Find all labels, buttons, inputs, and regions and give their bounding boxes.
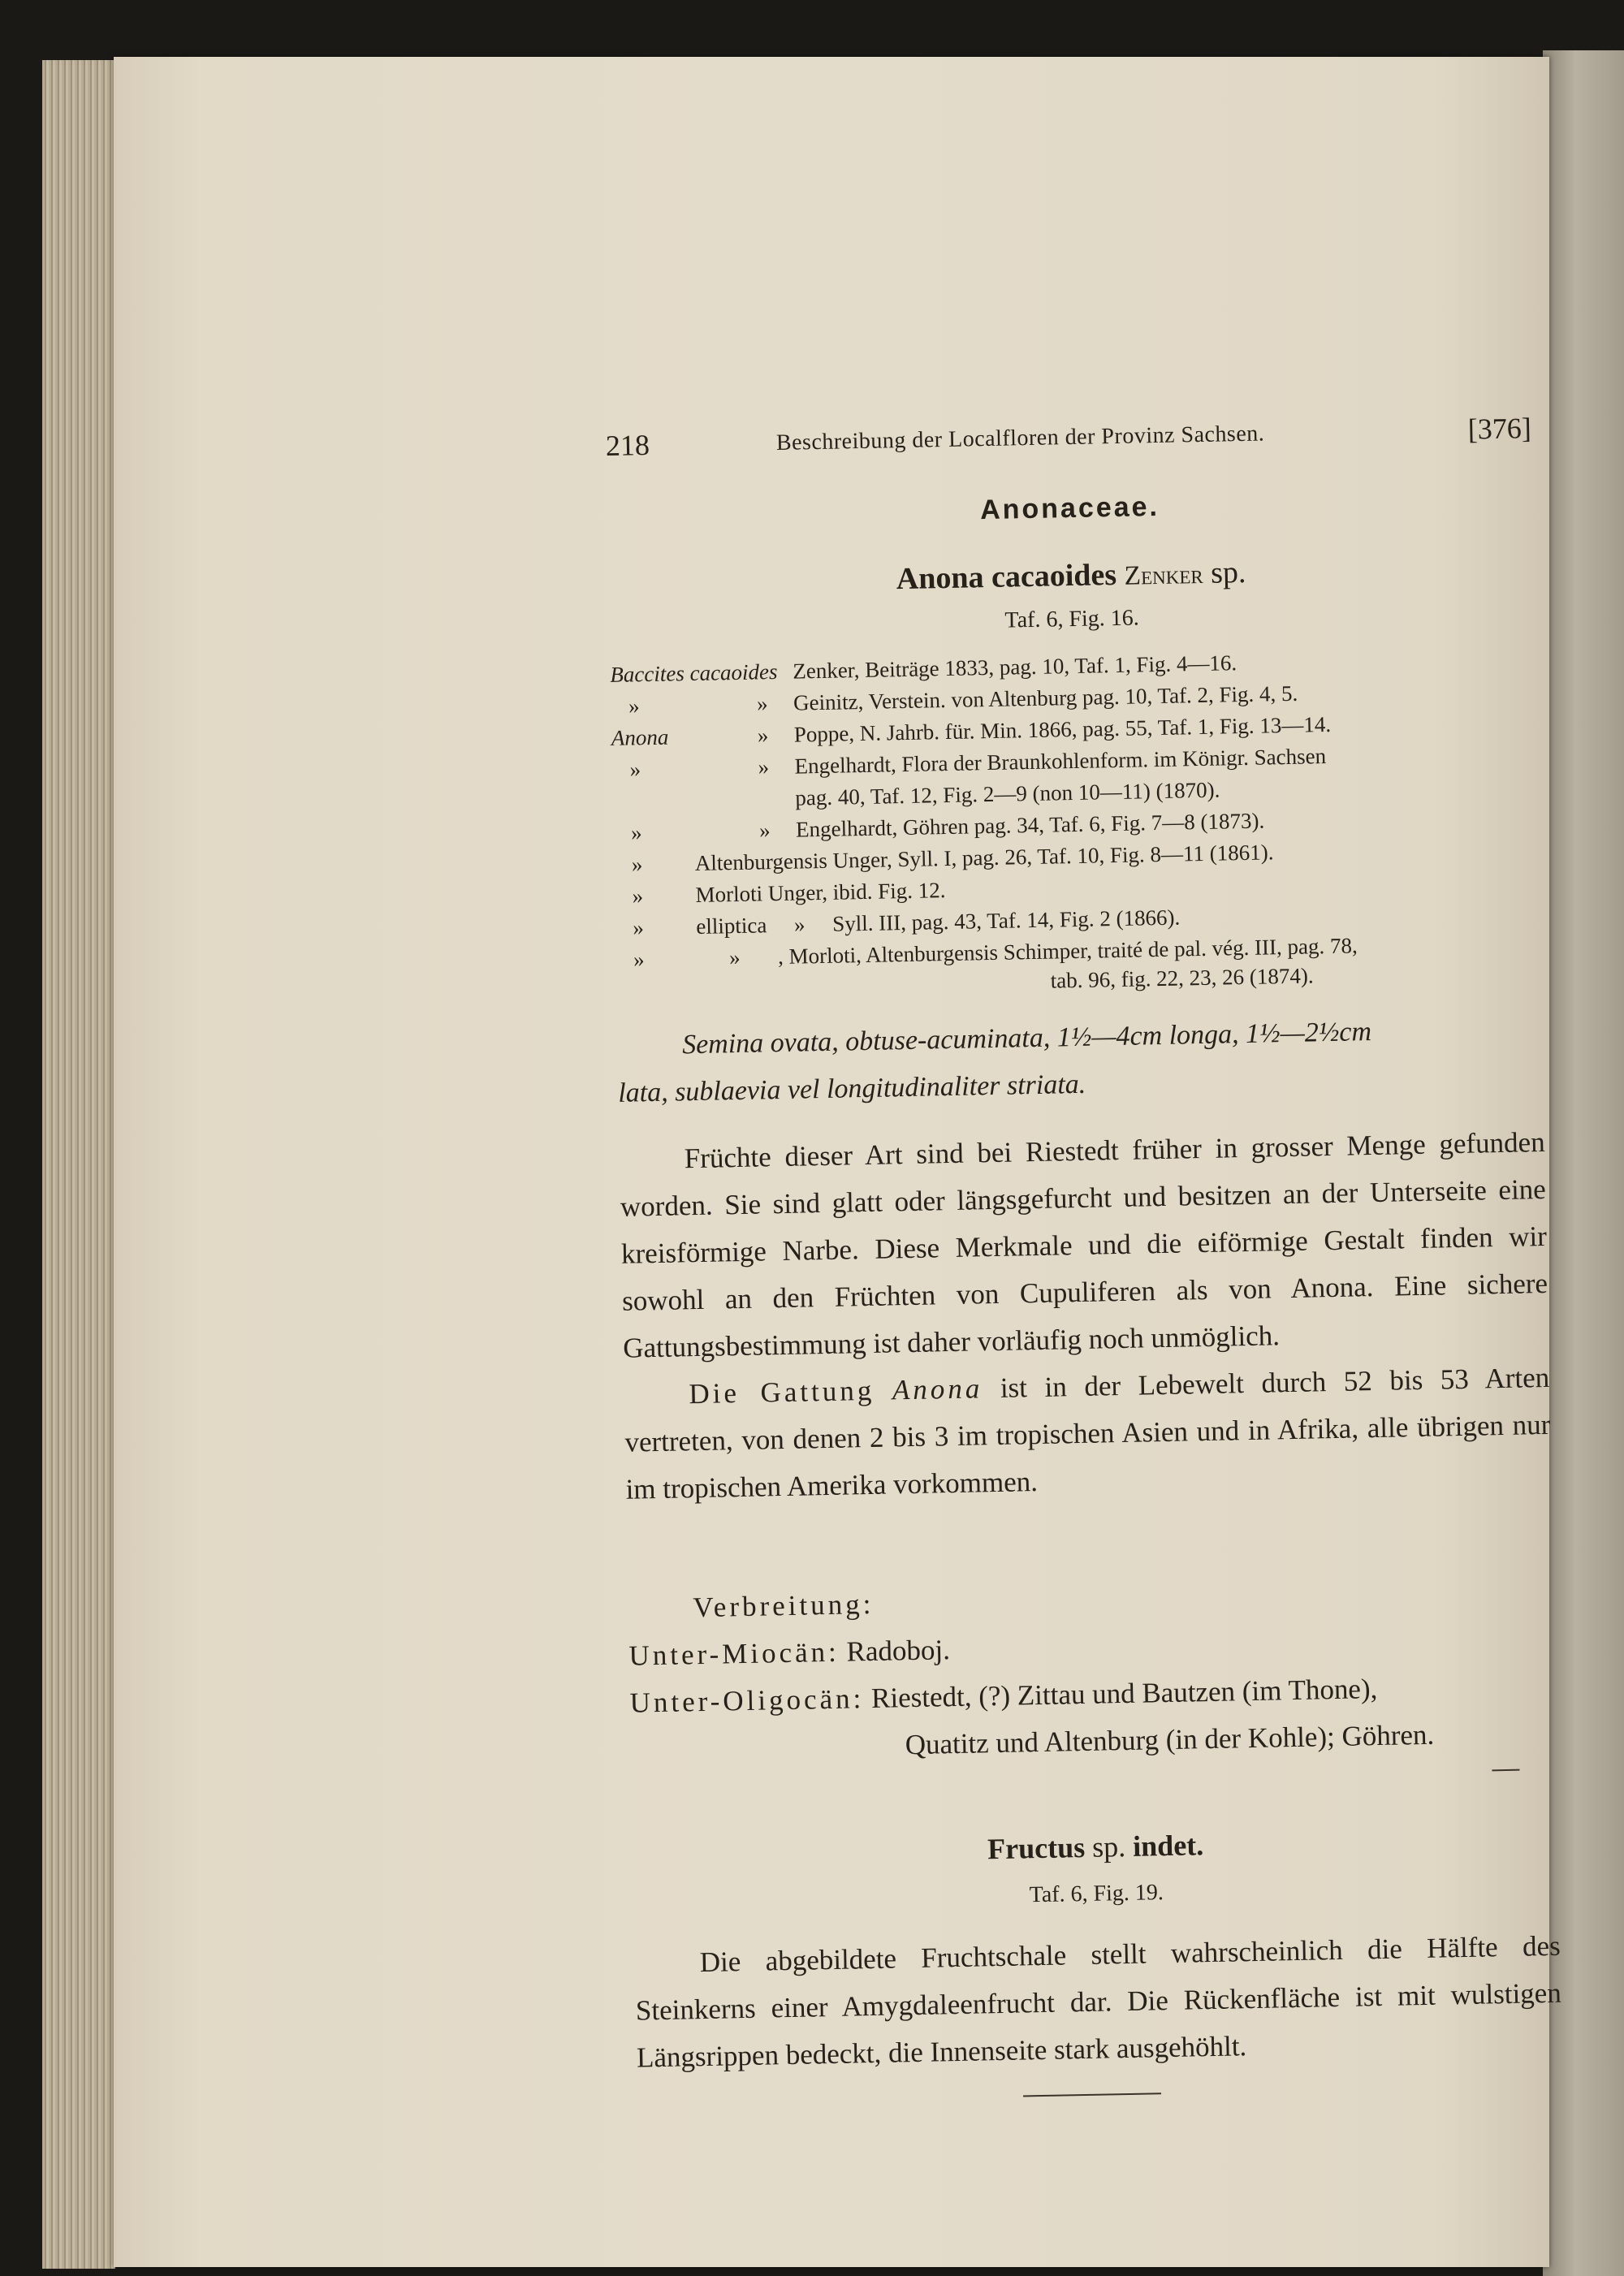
paragraph-1: Früchte dieser Art sind bei Riestedt früher in grosser Menge gefunden worden. Sie sind glatt oder längsgefurcht und besitzen an der Unterseite eine kreisförmige Narbe. Diese Merkmale und die eiförmige Gestalt finden wir sowohl an den Früchten von Cupuliferen als von Anona. Eine sichere Gattungsbestimmung ist daher vorläufig noch unmöglich. bbox=[620, 1125, 1548, 1364]
distribution-label: Unter-Oligocän: bbox=[629, 1682, 865, 1719]
ditto-mark: » bbox=[757, 723, 769, 748]
distribution-value: Riestedt, (?) Zittau und Bautzen (im Thone), bbox=[870, 1673, 1378, 1714]
distribution-oligocene bbox=[629, 1673, 1377, 1720]
fructus-description bbox=[634, 1923, 1562, 2082]
genus-name: Anona bbox=[892, 1372, 983, 1406]
synonym-text: pag. 40, Taf. 12, Fig. 2—9 (non 10—11) (1870). bbox=[795, 777, 1220, 810]
fructus-heading bbox=[633, 1821, 1559, 1873]
fructus-sp: sp. bbox=[1091, 1830, 1126, 1864]
ditto-mark: » bbox=[758, 818, 771, 843]
fructus-paragraph: Die abgebildete Fruchtschale stellt wahrscheinlich die Hälfte des Steinkerns einer Amygdaleenfrucht dar. Die Rückenfläche ist mit wulstigen Längsrippen bedeckt, die Innenseite stark ausgehöhlt. bbox=[635, 1929, 1562, 2074]
fructus-plate-reference: Taf. 6, Fig. 19. bbox=[1029, 1880, 1164, 1908]
synonym-text: tab. 96, fig. 22, 23, 26 (1874). bbox=[1050, 963, 1314, 993]
running-header bbox=[606, 411, 1532, 469]
synonym-text: Zenker, Beiträge 1833, pag. 10, Taf. 1, Fig. 4—16. bbox=[793, 650, 1237, 684]
distribution-heading: Verbreitung: bbox=[693, 1587, 875, 1624]
species-heading bbox=[608, 549, 1535, 602]
ditto-mark: » bbox=[633, 947, 645, 972]
book-page-edges bbox=[42, 60, 115, 2269]
section-rule bbox=[1492, 1769, 1519, 1772]
synonym-text: Geinitz, Verstein. von Altenburg pag. 10, Taf. 2, Fig. 4, 5. bbox=[793, 680, 1298, 715]
ditto-mark: » bbox=[756, 691, 768, 716]
distribution-value: Radoboj. bbox=[846, 1634, 951, 1668]
distribution-oligocene-continued: Quatitz und Altenburg (in der Kohle); Göhren. bbox=[905, 1718, 1435, 1761]
page-content bbox=[605, 388, 1562, 2074]
bracket-page-number: [376] bbox=[1467, 412, 1532, 446]
ditto-mark: » bbox=[631, 852, 643, 877]
latin-diagnosis bbox=[617, 1005, 1544, 1117]
synonym-genus: Anona bbox=[611, 724, 669, 750]
synonym-text: elliptica » Syll. III, pag. 43, Taf. 14, Fig. 2 (1866). bbox=[696, 905, 1181, 939]
synonym-text: Altenburgensis Unger, Syll. I, pag. 26, Taf. 10, Fig. 8—11 (1861). bbox=[694, 840, 1274, 875]
ditto-mark: » bbox=[758, 754, 770, 780]
paragraph-2 bbox=[624, 1354, 1552, 1514]
ditto-mark: » bbox=[632, 883, 644, 909]
page-number: 218 bbox=[605, 428, 650, 462]
diagnosis-line-2: lata, sublaevia vel longitudinaliter striata. bbox=[617, 1069, 1086, 1108]
species-plate-reference: Taf. 6, Fig. 16. bbox=[1004, 605, 1140, 633]
fructus-name: Fructus bbox=[987, 1830, 1086, 1866]
book-page bbox=[114, 57, 1562, 2267]
ditto-mark: » bbox=[633, 915, 645, 940]
distribution-label: Unter-Miocän: bbox=[628, 1635, 840, 1672]
synonym-text: Poppe, N. Jahrb. für. Min. 1866, pag. 55, Taf. 1, Fig. 13—14. bbox=[793, 711, 1332, 747]
description-text bbox=[619, 1119, 1552, 1514]
ditto-mark: » bbox=[628, 693, 640, 719]
distribution-miocene bbox=[628, 1634, 950, 1673]
genus-spaced-label: Die Gattung bbox=[689, 1374, 875, 1410]
ditto-mark: » bbox=[630, 820, 642, 845]
synonym-text: , Morloti, Altenburgensis Schimper, traité de pal. vég. III, pag. 78, bbox=[777, 933, 1358, 970]
end-rule bbox=[1023, 2092, 1161, 2097]
species-name: Anona cacaoides bbox=[896, 557, 1117, 597]
family-heading: Anonaceae. bbox=[979, 490, 1160, 526]
ditto-mark: » bbox=[728, 944, 741, 970]
synonym-genus: Baccites cacaoides bbox=[610, 659, 778, 687]
diagnosis-line-1: Semina ovata, obtuse-acuminata, 1½—4cm longa, 1½—2½cm bbox=[681, 1017, 1372, 1060]
synonym-text: Engelhardt, Göhren pag. 34, Taf. 6, Fig. 7—8 (1873). bbox=[795, 808, 1265, 842]
synonym-text: Engelhardt, Flora der Braunkohlenform. im Königr. Sachsen bbox=[794, 744, 1327, 779]
species-suffix: sp. bbox=[1210, 555, 1246, 590]
paragraph-2-text: ist in der Lebewelt durch 52 bis 53 Arten vertreten, von denen 2 bis 3 im tropischen Asien und in Afrika, alle übrigen nur im tropischen Amerika vorkommen. bbox=[624, 1361, 1551, 1505]
fructus-indet: indet. bbox=[1132, 1829, 1204, 1863]
ditto-mark: » bbox=[629, 757, 641, 782]
running-title: Beschreibung der Localfloren der Provinz Sachsen. bbox=[775, 421, 1265, 456]
species-author: Zenker bbox=[1124, 559, 1204, 591]
synonym-text: Morloti Unger, ibid. Fig. 12. bbox=[695, 878, 946, 907]
